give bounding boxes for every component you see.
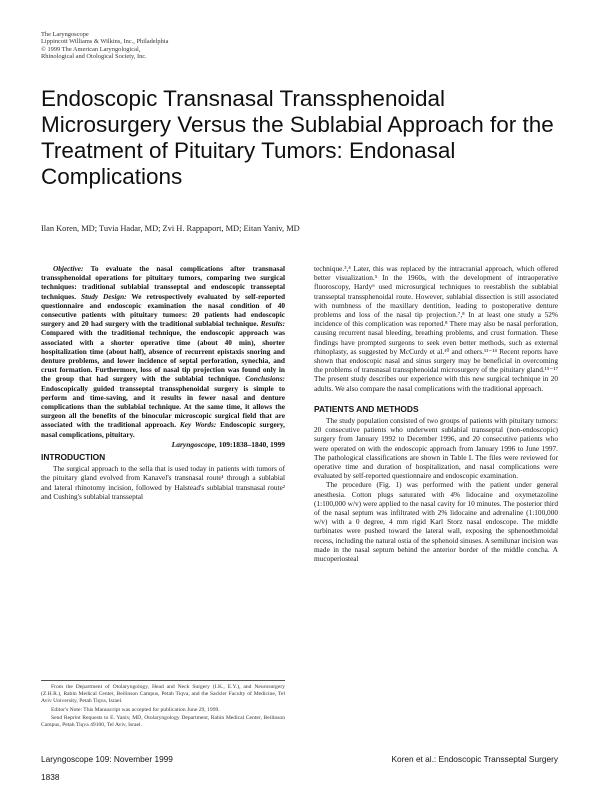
conclusions-label: Conclusions:: [245, 374, 285, 384]
journal-header: [41, 31, 168, 61]
methods-paragraph-1: The study population consisted of two groups of patients with pituitary tumors: 20 consecutive patients who underwent sublabial transseptal (non-endoscopic) surgery from January 1992 to December 1996, and 20 consecutive patients who were operated on with the endoscopic approach from January 1996 to June 1997. The pathological classifications are shown in Table I. The files were reviewed for operative time and duration of hospitalization, and nasal complications were evaluated by self-reported questionnaire and endoscopic examination.: [314, 416, 558, 481]
editor-note-footnote: Editor's Note: This Manuscript was accepted for publication June 29, 1999.: [51, 706, 220, 713]
keywords-label: Key Words:: [179, 420, 217, 430]
introduction-heading: INTRODUCTION: [41, 452, 106, 463]
copyright-line: © 1999 The American Laryngological,: [41, 45, 141, 53]
introduction-paragraph: The surgical approach to the sella that is used today in patients with tumors of the pituitary gland evolved from Kanavel's transnasal route¹ through a sublabial and lateral rhinotomy incision, followed by Halstead's sublabial transnasal route² and Cushing's sublabial transseptal: [41, 464, 285, 501]
page-number: 1838: [41, 772, 60, 782]
author-list: Ilan Koren, MD; Tuvia Hadar, MD; Zvi H. Rappaport, MD; Eitan Yaniv, MD: [41, 224, 300, 233]
conclusions-text: Endoscopically guided transseptal transsphenoidal surgery is simple to perform and time-saving, and it results in fewer nasal and denture complications than the sublabial technique. At the same time, it allows the surgeon all the benefits of the binocular microscopic surgical field that are associated with the traditional approach.: [41, 383, 285, 430]
design-text: We retrospectively evaluated by self-reported questionnaire and endoscopic examination the nasal condition of 40 consecutive patients with pituitary tumors: 20 patients had endoscopic surgery and 20 had surgery with the traditional sublabial technique.: [41, 291, 285, 329]
left-column: [41, 264, 285, 501]
results-text: Compared with the traditional technique, the endoscopic approach was associated with a shorter operative time (about 40 min), shorter hospitalization time (about half), absence of recurrent epistaxis snoring and denture problems, and lower incidence of septal perforation, synechia, and crust formation. Furthermore, loss of nasal tip projection was found only in the group that had surgery with the sublabial technique.: [41, 328, 285, 384]
footnotes: [41, 680, 285, 730]
results-label: Results:: [260, 319, 285, 329]
methods-heading: PATIENTS AND METHODS: [314, 403, 419, 414]
objective-text: To evaluate the nasal complications after transnasal transsphenoidal operations for pituitary tumors, comparing two surgical techniques: traditional sublabial transseptal and endoscopic transseptal techniques.: [41, 264, 285, 301]
methods-paragraph-2: The procedure (Fig. 1) was performed with the patient under general anesthesia. Cotton plugs saturated with 4% lidocaine and oxymetazoline (1:100,000 w/v) were applied to the nasal cavity for 10 minutes. The posterior third of the nasal septum was infiltrated with 2% lidocaine and adrenaline (1:100,000 w/v) with a 0 degree, 4 mm rigid Karl Storz nasal endoscope. The middle turbinates were pushed toward the lateral wall, exposing the sphenoethmoidal recess, including the natural ostia of the sphenoid sinuses. A semilunar incision was made in the nasal septum behind the anterior border of the middle concha. A mucoperiosteal: [314, 480, 558, 564]
reprint-footnote: Send Reprint Requests to E. Yaniv, MD, Otolaryngology Department, Rabin Medical Center, Beilinson Campus, Petah Tiqva 49100, Tel Aviv, Israel.: [41, 714, 285, 729]
citation-journal: Laryngoscope,: [171, 439, 217, 449]
keywords-text: Endoscopic surgery, nasal complications, pituitary.: [41, 420, 285, 439]
right-column: [314, 264, 558, 563]
objective-label: Objective:: [53, 264, 84, 273]
abstract: [41, 264, 285, 439]
journal-name: The Laryngoscope: [41, 31, 89, 38]
citation-details: 109:1838–1840, 1999: [216, 439, 285, 449]
article-title: Endoscopic Transnasal Transsphenoidal Microsurgery Versus the Sublabial Approach for the Treatment of Pituitary Tumors: Endonasal Complications: [41, 86, 554, 189]
society-line: Rhinological and Otological Society, Inc.: [41, 53, 147, 61]
footer-running-title: Koren et al.: Endoscopic Transseptal Surgery: [391, 754, 558, 764]
design-label: Study Design:: [81, 291, 127, 301]
introduction-continued: technique.³,⁴ Later, this was replaced by the intracranial approach, which offered better visualization.⁵ In the 1960s, with the development of intraoperative fluoroscopy, Hardy⁶ used microsurgical techniques to reestablish the sublabial transseptal transsphenoidal route. However, sublabial dissection is still associated with numbness of the maxillary dentition, leading to postoperative denture problems and loss of the nasal tip projection.⁷,⁸ In at least one study a 52% incidence of this complication was reported.⁸ There may also be nasal perforation, causing recurrent nasal bleeding, breathing problems, and crust formation. These findings have prompted surgeons to seek even better methods, such as external rhinoplasty, as suggested by McCurdy et al.¹⁰ and others.¹¹⁻¹⁴ Recent reports have shown that endoscopic nasal and sinus surgery may be beneficial in overcoming the problems of transnasal transsphenoidal microsurgery of the pituitary gland.¹⁵⁻¹⁷ The present study describes our experience with this new surgical technique in 20 adults. We also compare the nasal complications with the traditional approach.: [314, 264, 558, 393]
footer-journal-info: Laryngoscope 109: November 1999: [41, 754, 173, 764]
journal-citation: [41, 440, 285, 449]
publisher-line: Lippincott Williams & Wilkins, Inc., Philadelphia: [41, 38, 169, 46]
affiliation-footnote: From the Department of Otolaryngology, Head and Neck Surgery (I.K., E.Y.), and Neurosurgery (Z.H.R.), Rabin Medical Center, Beilinson Campus, Petah Tiqva, and the Sackler Faculty of Medicine, Tel Aviv University, Petah Tiqva, Israel.: [41, 684, 285, 705]
